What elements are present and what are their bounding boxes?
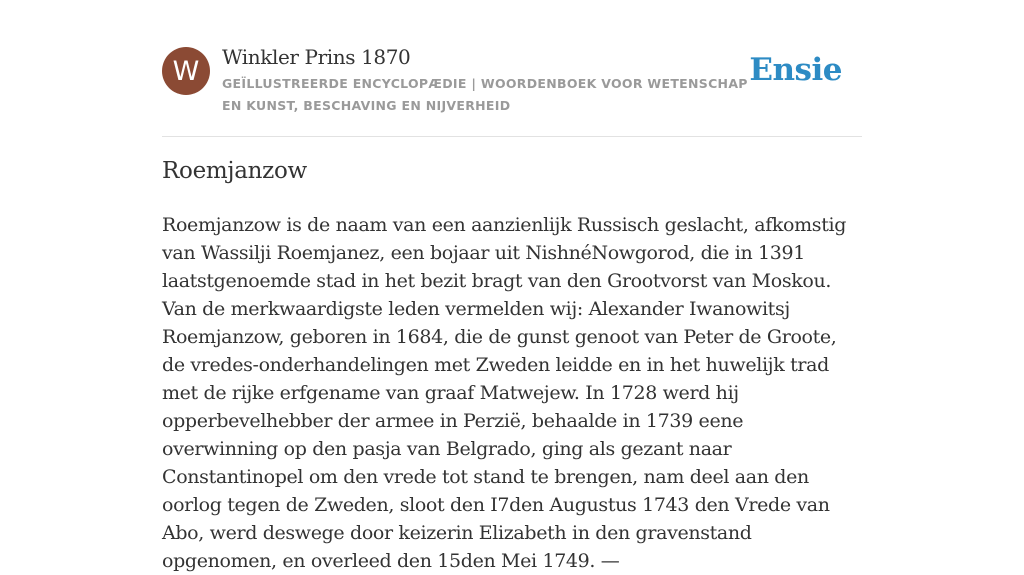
source-subtitle: GEÏLLUSTREERDE ENCYCLOPÆDIE | WOORDENBOEK VOOR WETENSCHAP EN KUNST, BESCHAVING EN NIJVERHEID (222, 76, 748, 113)
brand-logo-link[interactable]: Ensie (749, 52, 842, 88)
source-title[interactable]: Winkler Prins 1870 (222, 45, 411, 69)
avatar-letter: W (172, 55, 200, 87)
avatar[interactable] (162, 47, 210, 95)
entry-title: Roemjanzow (162, 158, 307, 184)
entry-body: Roemjanzow is de naam van een aanzienlijk Russisch geslacht, afkomstig van Wassilji Roemjanez, een bojaar uit NishnéNowgorod, die in 1391 laatstgenoemde stad in het bezit bragt van den Grootvorst van Moskou. Van de merkwaardigste leden vermelden wij: Alexander Iwanowitsj Roemjanzow, geboren in 1684, die de gunst genoot van Peter de Groote, de vredes-onderhandelingen met Zweden leidde en in het huwelijk trad met de rijke erfgename van graaf Matwejew. In 1728 werd hij opperbevelhebber der armee in Perzië, behaalde in 1739 eene overwinning op den pasja van Belgrado, ging als gezant naar Constantinopel om den vrede tot stand te brengen, nam deel aan den oorlog tegen de Zweden, sloot den I7den Augustus 1743 den Vrede van Abo, werd deswege door keizerin Elizabeth in den gravenstand opgenomen, en overleed den 15den Mei 1749. — (162, 214, 847, 572)
source-header (162, 44, 862, 137)
